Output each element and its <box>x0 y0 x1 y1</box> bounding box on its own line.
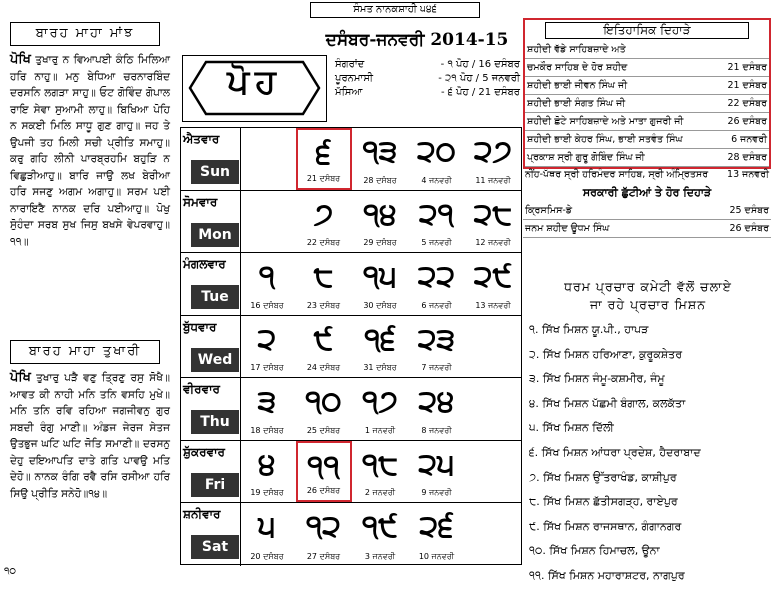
missions-list <box>523 318 773 589</box>
date-gregorian: 12 ਜਨਵਰੀ <box>475 238 511 247</box>
mission-item: ੬. ਸਿੱਖ ਮਿਸ਼ਨ ਆਂਧਰਾ ਪ੍ਰਦੇਸ਼, ਹੈਦਰਾਬਾਦ <box>529 445 701 459</box>
date-gregorian: 4 ਜਨਵਰੀ <box>421 175 452 185</box>
holiday-row <box>523 202 771 220</box>
day-name-english: Mon <box>191 223 239 247</box>
date-number: ੧੯ <box>362 509 398 544</box>
day-name-punjabi: ਵੀਰਵਾਰ <box>183 382 220 396</box>
day-row <box>181 128 521 191</box>
mission-item: ੫. ਸਿੱਖ ਮਿਸ਼ਨ ਦਿੱਲੀ <box>529 421 614 435</box>
date-number: ੧੮ <box>361 446 399 482</box>
date-number: ੨੧ <box>419 196 454 232</box>
date-number: ੬ <box>315 136 332 171</box>
date-gregorian: 1 ਜਨਵਰੀ <box>364 425 396 435</box>
historic-date: 21 ਦਸੰਬਰ <box>727 62 767 73</box>
date-gregorian: 22 ਦਸੰਬਰ <box>306 238 341 247</box>
month-name: ਪੋਹ <box>227 62 282 102</box>
mission-item: ੯. ਸਿੱਖ ਮਿਸ਼ਨ ਰਾਜਸਥਾਨ, ਗੰਗਾਨਗਰ <box>529 519 682 533</box>
holiday-text: ਕ੍ਰਿਸਮਿਸ-ਡੇ <box>525 205 572 216</box>
day-row <box>181 503 521 566</box>
date-number: ੨੬ <box>419 509 454 544</box>
historic-row <box>525 41 769 59</box>
day-label <box>181 191 241 253</box>
historic-row <box>525 149 769 167</box>
date-number: ੧੫ <box>363 259 397 294</box>
date-cell <box>296 128 352 190</box>
historic-extra-date: 13 ਜਨਵਰੀ <box>727 169 769 180</box>
section1-text <box>10 52 170 322</box>
date-cell <box>352 503 408 566</box>
key-date-value: - ੬ ਪੋਹ / 21 ਦਸੰਬਰ <box>441 87 520 98</box>
mission-item: ੧. ਸਿੱਖ ਮਿਸ਼ਨ ਯੂ.ਪੀ., ਹਾਪੜ <box>529 323 649 336</box>
day-row <box>181 316 521 379</box>
historic-text: ਸ਼ਹੀਦੀ ਵੱਡੇ ਸਾਹਿਬਜ਼ਾਦੇ ਅਤੇ <box>527 44 626 55</box>
date-gregorian: 26 ਦਸੰਬਰ <box>306 486 341 495</box>
date-number: ੨੪ <box>418 384 455 419</box>
section1-title: ਬਾਰਹ ਮਾਹਾ ਮਾਂਝ <box>10 22 160 46</box>
day-row <box>181 253 521 316</box>
section2-lead: ਪੋਖਿ <box>10 370 31 385</box>
day-name-punjabi: ਮੰਗਲਵਾਰ <box>183 257 226 271</box>
historic-extra-row <box>523 169 771 181</box>
date-gregorian: 2 ਜਨਵਰੀ <box>364 488 396 497</box>
historic-text: ਸ਼ਹੀਦੀ ਭਾਈ ਜੀਵਨ ਸਿੰਘ ਜੀ <box>527 80 628 91</box>
date-gregorian: 23 ਦਸੰਬਰ <box>306 300 341 310</box>
month-title: ਦਸੰਬਰ-ਜਨਵਰੀ 2014-15 <box>325 30 509 50</box>
missions-box <box>523 278 773 582</box>
date-cell <box>409 441 465 503</box>
day-row <box>181 191 521 254</box>
key-date-value: - ੨੧ ਪੋਹ / 5 ਜਨਵਰੀ <box>438 73 520 84</box>
historic-text: ਸ਼ਹੀਦੀ ਭਾਈ ਕੇਹਰ ਸਿੰਘ, ਭਾਈ ਸਤਵੰਤ ਸਿੰਘ <box>527 134 683 145</box>
date-gregorian: 11 ਜਨਵਰੀ <box>475 175 511 185</box>
date-number: ੧੩ <box>362 134 398 169</box>
date-cell <box>296 503 352 566</box>
date-cell <box>409 378 465 440</box>
date-cell <box>352 316 408 378</box>
day-label <box>181 441 241 503</box>
date-cell <box>296 378 352 440</box>
date-number: ੮ <box>313 259 334 294</box>
date-cell <box>296 441 352 503</box>
date-number: ੩ <box>257 384 277 419</box>
date-cell <box>465 253 521 315</box>
historic-extra-text: ਨੀਂਹ-ਪੱਥਰ ਸ੍ਰੀ ਹਰਿਮੰਦਰ ਸਾਹਿਬ, ਸ੍ਰੀ ਅੰਮ੍ਰਿਤਸਰ <box>525 169 709 180</box>
holiday-row <box>523 220 771 238</box>
day-name-punjabi: ਸ਼ੁੱਕਰਵਾਰ <box>183 444 226 459</box>
date-cell <box>409 316 465 378</box>
mission-item: ੮. ਸਿੱਖ ਮਿਸ਼ਨ ਛੱਤੀਸਗੜ੍ਹ, ਰਾਏਪੁਰ <box>529 495 678 509</box>
date-cell <box>352 253 408 315</box>
mission-item: ੩. ਸਿੱਖ ਮਿਸ਼ਨ ਜੰਮੂ-ਕਸ਼ਮੀਰ, ਜੰਮੂ <box>529 372 665 386</box>
day-name-english: Sun <box>191 160 239 184</box>
date-cell <box>296 191 352 253</box>
date-cell <box>296 316 352 378</box>
historic-date: 26 ਦਸੰਬਰ <box>727 116 767 127</box>
historic-row <box>525 113 769 131</box>
day-label <box>181 503 241 566</box>
historic-date: 22 ਦਸੰਬਰ <box>727 98 767 109</box>
date-gregorian: 17 ਦਸੰਬਰ <box>250 363 284 372</box>
day-row <box>181 378 521 441</box>
day-name-punjabi: ਬੁੱਧਵਾਰ <box>183 319 217 334</box>
date-gregorian: 19 ਦਸੰਬਰ <box>250 488 284 497</box>
date-number: ੨੭ <box>473 134 512 169</box>
historic-text: ਪ੍ਰਕਾਸ਼ ਸ੍ਰੀ ਗੁਰੂ ਗੋਬਿੰਦ ਸਿੰਘ ਜੀ <box>527 152 645 163</box>
date-gregorian: 5 ਜਨਵਰੀ <box>421 238 452 247</box>
day-name-english: Wed <box>191 348 239 372</box>
date-gregorian: 3 ਜਨਵਰੀ <box>364 551 396 561</box>
key-date-value: - ੧ ਪੋਹ / 16 ਦਸੰਬਰ <box>440 59 520 70</box>
date-cell <box>465 128 521 190</box>
holiday-date: 26 ਦਸੰਬਰ <box>729 223 769 234</box>
section2-title: ਬਾਰਹ ਮਾਹਾ ਤੁਖਾਰੀ <box>10 340 160 364</box>
page-number: ੧੦ <box>4 566 17 577</box>
key-date-row <box>335 58 520 72</box>
date-gregorian: 24 ਦਸੰਬਰ <box>306 363 341 372</box>
date-cell <box>239 316 295 378</box>
day-name-english: Fri <box>191 473 239 497</box>
date-number: ੧੧ <box>307 448 340 484</box>
date-cell <box>239 441 295 503</box>
date-number: ੭ <box>313 196 334 232</box>
historic-list <box>525 41 769 167</box>
date-number: ੨੦ <box>417 134 456 169</box>
date-gregorian: 9 ਜਨਵਰੀ <box>421 488 452 497</box>
date-number: ੫ <box>258 509 276 544</box>
historic-date: 6 ਜਨਵਰੀ <box>731 134 767 145</box>
date-number: ੨੮ <box>473 196 513 232</box>
date-cell <box>465 191 521 253</box>
date-gregorian: 27 ਦਸੰਬਰ <box>306 551 341 561</box>
date-number: ੧ <box>258 259 276 294</box>
historic-title: ਇਤਿਹਾਸਿਕ ਦਿਹਾੜੇ <box>545 22 749 39</box>
date-cell <box>409 253 465 315</box>
calendar-era-title: ਸੰਮਤ ਨਾਨਕਸ਼ਾਹੀ ੫੪੬ <box>310 2 480 18</box>
date-gregorian: 6 ਜਨਵਰੀ <box>421 300 452 310</box>
date-gregorian: 13 ਜਨਵਰੀ <box>475 300 511 310</box>
date-cell <box>352 191 408 253</box>
mission-item: ੧੦. ਸਿੱਖ ਮਿਸ਼ਨ ਹਿਮਾਚਲ, ਊਨਾ <box>529 544 660 558</box>
date-cell <box>352 378 408 440</box>
day-name-punjabi: ਸੋਮਵਾਰ <box>183 194 218 209</box>
date-number: ੧੦ <box>305 384 342 419</box>
key-date-label: ਸੰਗਰਾਂਦ <box>335 59 365 70</box>
date-number: ੯ <box>313 321 334 357</box>
date-gregorian: 29 ਦਸੰਬਰ <box>363 238 397 247</box>
date-cell <box>352 128 408 190</box>
date-gregorian: 20 ਦਸੰਬਰ <box>250 551 284 561</box>
day-label <box>181 128 241 190</box>
date-cell <box>239 503 295 566</box>
holiday-text: ਜਨਮ ਸ਼ਹੀਦ ਊਧਮ ਸਿੰਘ <box>525 223 610 234</box>
key-date-label: ਮੱਸਿਆ <box>335 87 363 98</box>
day-name-punjabi: ਐਤਵਾਰ <box>183 132 220 146</box>
section2-body: ਤੁਖਾਰੁ ਪੜੈ ਵਣੁ ਤ੍ਰਿਣੁ ਰਸੁ ਸੋਖੈ॥ ਆਵਤ ਕੀ ਨਾਹੀ ਮਨਿ ਤਨਿ ਵਸਹਿ ਮੁਖੇ॥ ਮਨਿ ਤਨਿ ਰਵਿ ਰਹਿਆ ਜਗਜੀਵਨੁ ਗੁਰ ਸਬਦੀ ਰੰਗੁ ਮਾਣੀ॥ ਅੰਡਜ ਜੇਰਜ ਸੇਤਜ ਉਤਭੁਜ ਘਟਿ ਘਟਿ ਜੋਤਿ ਸਮਾਣੀ॥ ਦਰਸਨੁ ਦੇਹੁ ਦਇਆਪਤਿ ਦਾਤੇ ਗਤਿ ਪਾਵਉ ਮਤਿ ਦੇਹੋ॥ ਨਾਨਕ ਰੰਗਿ ਰਵੈ ਰਸਿ ਰਸੀਆ ਹਰਿ ਸਿਉ ਪ੍ਰੀਤਿ ਸਨੇਹੋ॥੧੪॥ <box>10 372 170 500</box>
date-cell <box>296 253 352 315</box>
key-date-row <box>335 72 520 86</box>
date-number: ੨੫ <box>418 446 455 482</box>
date-number: ੨੨ <box>417 259 456 294</box>
section2-text <box>10 370 170 565</box>
day-name-punjabi: ਸ਼ਨੀਵਾਰ <box>183 507 221 521</box>
holiday-date: 25 ਦਸੰਬਰ <box>729 205 769 216</box>
missions-title-2: ਜਾ ਰਹੇ ਪ੍ਰਚਾਰ ਮਿਸ਼ਨ <box>589 297 707 312</box>
day-name-english: Tue <box>191 285 239 309</box>
historic-row <box>525 77 769 95</box>
mission-item: ੭. ਸਿੱਖ ਮਿਸ਼ਨ ਉੱਤਰਾਖੰਡ, ਕਾਸ਼ੀਪੁਰ <box>529 470 677 484</box>
date-gregorian: 31 ਦਸੰਬਰ <box>363 363 397 372</box>
historic-text: ਚਮਕੌਰ ਸਾਹਿਬ ਦੇ ਹੋਰ ਸ਼ਹੀਦ <box>527 62 628 73</box>
section1-body: ਤੁਖਾਰੁ ਨ ਵਿਆਪਈ ਕੰਠਿ ਮਿਲਿਆ ਹਰਿ ਨਾਹੁ॥ ਮਨੁ ਬੇਧਿਆ ਚਰਨਾਰਬਿੰਦ ਦਰਸਨਿ ਲਗੜਾ ਸਾਹੁ॥ ਓਟ ਗੋਵਿੰਦ ਗੋਪਾਲ ਰਾਇ ਸੇਵਾ ਸੁਆਮੀ ਲਾਹੁ॥ ਬਿਖਿਆ ਪੋਹਿ ਨ ਸਕਈ ਮਿਲਿ ਸਾਧੂ ਗੁਣ ਗਾਹੁ॥ ਜਹ ਤੇ ਉਪਜੀ ਤਹ ਮਿਲੀ ਸਚੀ ਪ੍ਰੀਤਿ ਸਮਾਹੁ॥ ਕਰੁ ਗਹਿ ਲੀਨੀ ਪਾਰਬ੍ਰਹਮਿ ਬਹੁੜਿ ਨ ਵਿਛੁੜੀਆਹੁ॥ ਬਾਰਿ ਜਾਉ ਲਖ ਬੇਰੀਆ ਹਰਿ ਸਜਣੁ ਅਗਮ ਅਗਾਹੁ॥ ਸਰਮ ਪਈ ਨਾਰਾਇਣੈ ਨਾਨਕ ਦਰਿ ਪਈਆਹੁ॥ ਪੋਖੁ ਸੋੁਹੰਦਾ ਸਰਬ ਸੁਖ ਜਿਸੁ ਬਖਸੇ ਵੇਪਰਵਾਹੁ॥੧੧॥ <box>10 54 170 248</box>
date-number: ੨ <box>257 321 277 357</box>
date-cell <box>409 191 465 253</box>
holidays-title: ਸਰਕਾਰੀ ਛੁੱਟੀਆਂ ਤੇ ਹੋਰ ਦਿਹਾੜੇ <box>582 186 712 199</box>
date-cell <box>409 503 465 566</box>
date-gregorian: 30 ਦਸੰਬਰ <box>363 300 397 310</box>
date-number: ੧੬ <box>364 321 396 357</box>
date-gregorian: 10 ਜਨਵਰੀ <box>418 551 455 561</box>
date-gregorian: 8 ਜਨਵਰੀ <box>421 425 452 435</box>
day-label <box>181 253 241 315</box>
day-name-english: Thu <box>191 410 239 434</box>
mission-item: ੪. ਸਿੱਖ ਮਿਸ਼ਨ ਪੱਛਮੀ ਬੰਗਾਲ, ਕਲਕੱਤਾ <box>529 396 686 410</box>
date-number: ੨੯ <box>473 259 513 294</box>
date-gregorian: 16 ਦਸੰਬਰ <box>250 300 284 310</box>
historic-row <box>525 59 769 77</box>
date-gregorian: 21 ਦਸੰਬਰ <box>306 173 341 183</box>
key-date-row <box>335 86 520 100</box>
date-gregorian: 25 ਦਸੰਬਰ <box>306 425 341 435</box>
section1-lead: ਪੋਖਿ <box>10 52 31 67</box>
day-label <box>181 316 241 378</box>
holidays-list <box>523 202 771 238</box>
historic-date: 28 ਦਸੰਬਰ <box>727 152 767 163</box>
historic-row <box>525 131 769 149</box>
date-gregorian: 18 ਦਸੰਬਰ <box>250 425 284 435</box>
historic-date: 21 ਦਸੰਬਰ <box>727 80 767 91</box>
date-number: ੨੩ <box>417 321 456 357</box>
mission-item: ੨. ਸਿੱਖ ਮਿਸ਼ਨ ਹਰਿਆਣਾ, ਕੁਰੂਕਸ਼ੇਤਰ <box>529 347 683 361</box>
date-gregorian: 7 ਜਨਵਰੀ <box>421 363 452 372</box>
date-number: ੧੭ <box>362 384 398 419</box>
historic-dates-box <box>523 18 771 169</box>
key-dates <box>335 58 520 100</box>
key-date-label: ਪੂਰਨਮਾਸੀ <box>335 73 374 84</box>
historic-text: ਸ਼ਹੀਦੀ ਭਾਈ ਸੰਗਤ ਸਿੰਘ ਜੀ <box>527 98 626 109</box>
date-cell <box>409 128 465 190</box>
holidays-box <box>523 184 771 238</box>
historic-text: ਸ਼ਹੀਦੀ ਛੋਟੇ ਸਾਹਿਬਜ਼ਾਦੇ ਅਤੇ ਮਾਤਾ ਗੁਜਰੀ ਜੀ <box>527 116 684 127</box>
calendar-grid <box>180 127 522 565</box>
missions-title-1: ਧਰਮ ਪ੍ਰਚਾਰ ਕਮੇਟੀ ਵੱਲੋਂ ਚਲਾਏ <box>564 279 732 294</box>
date-number: ੧੪ <box>363 196 397 232</box>
date-cell <box>239 378 295 440</box>
date-gregorian: 28 ਦਸੰਬਰ <box>363 175 397 185</box>
day-row <box>181 441 521 504</box>
date-number: ੪ <box>258 446 276 482</box>
day-name-english: Sat <box>191 535 239 559</box>
day-label <box>181 378 241 440</box>
date-number: ੧੨ <box>306 509 341 544</box>
historic-row <box>525 95 769 113</box>
date-cell <box>239 253 295 315</box>
date-cell <box>352 441 408 503</box>
mission-item: ੧੧. ਸਿੱਖ ਮਿਸ਼ਨ ਮਹਾਰਾਸ਼ਟਰ, ਨਾਗਪੁਰ <box>529 568 685 582</box>
